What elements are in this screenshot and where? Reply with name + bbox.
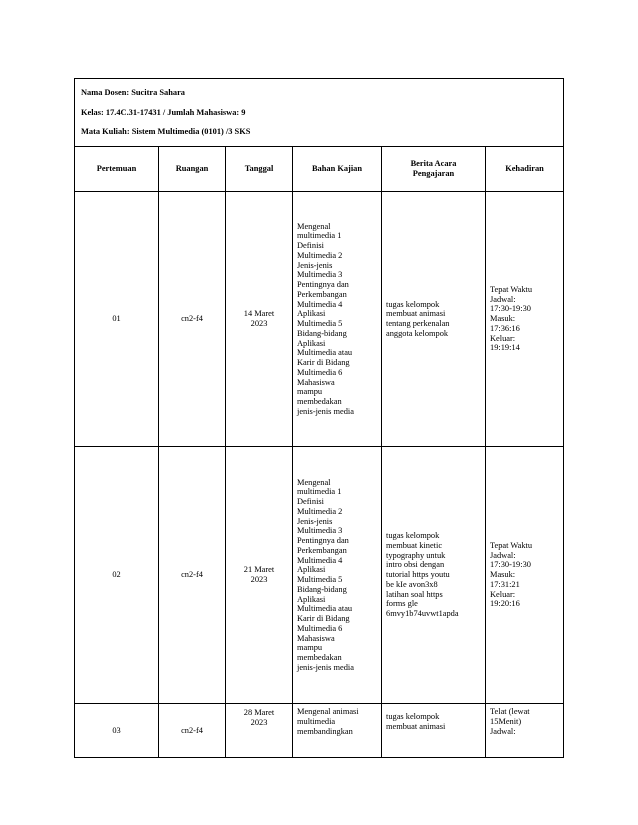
header-info-row [75, 79, 564, 147]
bahan-kajian-cell: Mengenal animasi multimedia membandingkan [293, 704, 382, 758]
ruangan-cell: cn2-f4 [159, 192, 226, 447]
kelas-label: Kelas: 17.4C.31-17431 / Jumlah Mahasiswa: 9 [81, 108, 246, 117]
table-row [75, 192, 564, 447]
col-kehadiran: Kehadiran [486, 147, 564, 192]
kehadiran-cell: Tepat Waktu Jadwal: 17:30-19:30 Masuk: 17:36:16 Keluar: 19:19:14 [486, 192, 564, 447]
kehadiran-cell: Telat (lewat 15Menit) Jadwal: [486, 704, 564, 758]
tanggal-cell: 21 Maret 2023 [226, 447, 293, 704]
attendance-table [74, 78, 564, 758]
berita-acara-cell: tugas kelompok membuat animasi tentang perkenalan anggota kelompok [382, 192, 486, 447]
matkul-label: Mata Kuliah: Sistem Multimedia (0101) /3 SKS [81, 127, 251, 136]
kehadiran-cell: Tepat Waktu Jadwal: 17:30-19:30 Masuk: 17:31:21 Keluar: 19:20:16 [486, 447, 564, 704]
ruangan-cell: cn2-f4 [159, 447, 226, 704]
pertemuan-cell: 02 [75, 447, 159, 704]
table-row [75, 447, 564, 704]
table-row [75, 704, 564, 758]
berita-acara-cell: tugas kelompok membuat kinetic typography untuk intro obsi dengan tutorial https youtu be kIe avon3x8 latihan soal https forms gle 6mvy1b74uvwt1apda [382, 447, 486, 704]
dosen-label: Nama Dosen: Sucitra Sahara [81, 88, 185, 97]
header-info [75, 79, 564, 147]
pertemuan-cell: 03 [75, 704, 159, 758]
bahan-kajian-cell: Mengenal multimedia 1 Definisi Multimedia 2 Jenis-jenis Multimedia 3 Pentingnya dan Perkembangan Multimedia 4 Aplikasi Multimedia 5 Bidang-bidang Aplikasi Multimedia atau Karir di Bidang Multimedia 6 Mahasiswa mampu membedakan jenis-jenis media [293, 447, 382, 704]
berita-acara-cell: tugas kelompok membuat animasi [382, 704, 486, 758]
ruangan-cell: cn2-f4 [159, 704, 226, 758]
tanggal-cell: 28 Maret 2023 [226, 704, 293, 758]
col-pertemuan: Pertemuan [75, 147, 159, 192]
pertemuan-cell: 01 [75, 192, 159, 447]
col-tanggal: Tanggal [226, 147, 293, 192]
col-bahan-kajian: Bahan Kajian [293, 147, 382, 192]
col-berita-acara: Berita Acara Pengajaran [382, 147, 486, 192]
attendance-document [74, 78, 563, 758]
tanggal-cell: 14 Maret 2023 [226, 192, 293, 447]
col-ruangan: Ruangan [159, 147, 226, 192]
bahan-kajian-cell: Mengenal multimedia 1 Definisi Multimedia 2 Jenis-jenis Multimedia 3 Pentingnya dan Perkembangan Multimedia 4 Aplikasi Multimedia 5 Bidang-bidang Aplikasi Multimedia atau Karir di Bidang Multimedia 6 Mahasiswa mampu membedakan jenis-jenis media [293, 192, 382, 447]
column-header-row [75, 147, 564, 192]
